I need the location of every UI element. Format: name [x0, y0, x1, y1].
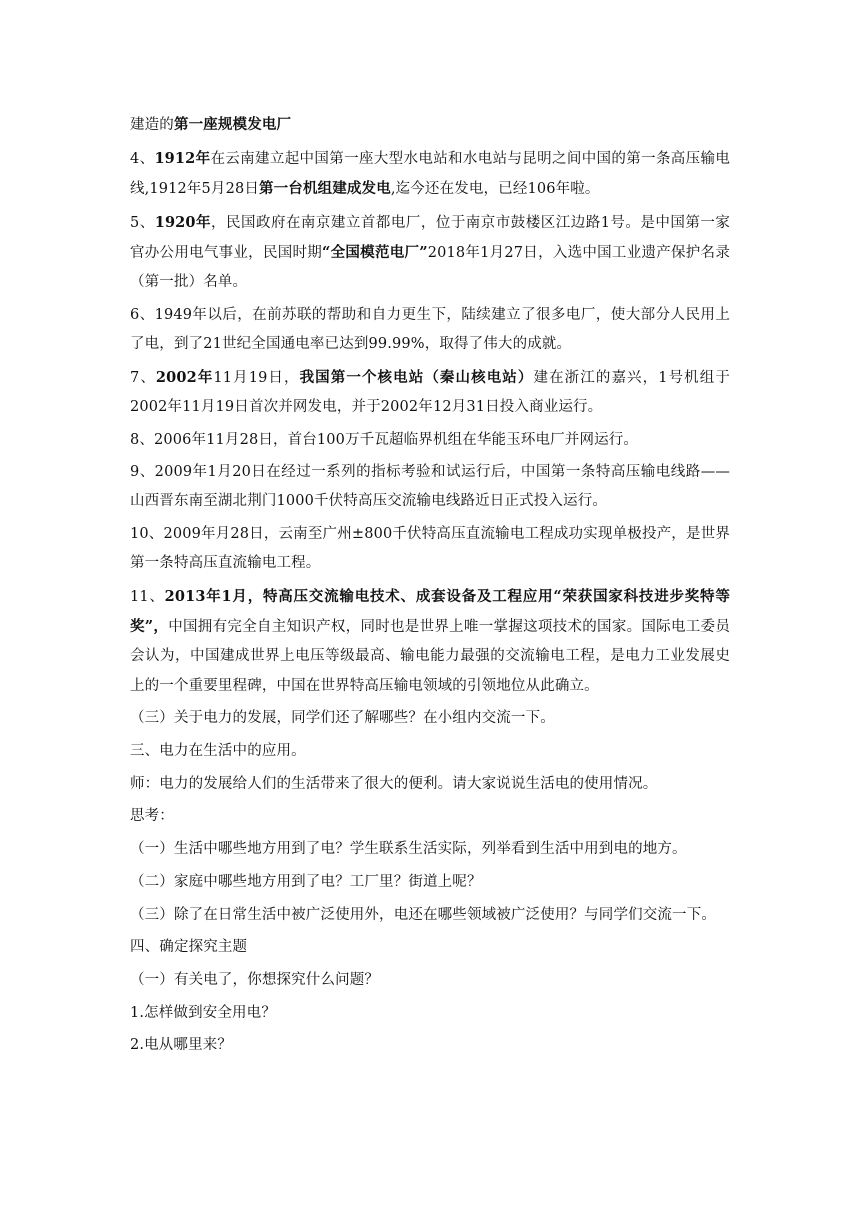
paragraph: [130, 582, 730, 701]
paragraph: [130, 933, 730, 962]
text-run: （三）关于电力的发展，同学们还了解哪些？在小组内交流一下。: [130, 710, 555, 727]
text-run: 5、: [130, 214, 155, 231]
paragraph: [130, 901, 730, 930]
text-run: （二）家庭中哪些地方用到了电？工厂里？街道上呢？: [130, 873, 482, 890]
bold-text: 第一座规模发电厂: [173, 116, 292, 133]
paragraph: [130, 704, 730, 733]
text-run: （三）除了在日常生活中被广泛使用外，电还在哪些领域被广泛使用？与同学们交流一下。: [130, 906, 716, 923]
bold-text: 第一台机组建成发电: [259, 179, 391, 197]
text-run: 思考：: [130, 808, 174, 825]
text-run: 四、确定探究主题: [130, 939, 248, 956]
text-run: 6、1949年以后，在前苏联的帮助和自力更生下，陆续建立了很多电厂，使大部分人民用上了电，到了21世纪全国通电率已达到99.99%，取得了伟大的成就。: [130, 306, 730, 352]
text-run: 7、: [130, 369, 156, 386]
bold-text: 1912年: [154, 149, 211, 167]
paragraph: [130, 144, 730, 204]
paragraph: [130, 301, 730, 359]
document-body: [130, 110, 730, 1061]
bold-text: “全国模范电厂”: [322, 243, 428, 261]
text-run: 2.电从哪里来？: [130, 1037, 233, 1054]
text-run: 9、2009年1月20日在经过一系列的指标考验和试运行后，中国第一条特高压输电线路——山西晋东南至湖北荆门1000千伏特高压交流输电线路近日正式投入运行。: [130, 464, 730, 510]
text-run: （一）有关电了，你想探究什么问题？: [130, 971, 380, 988]
text-run: 10、2009年月28日，云南至广州±800千伏特高压直流输电工程成功实现单极投产，是世界第一条特高压直流输电工程。: [130, 526, 730, 572]
paragraph: [130, 110, 730, 140]
paragraph: [130, 363, 730, 422]
bold-text: 2002年: [155, 368, 214, 386]
text-run: 11、: [130, 589, 165, 606]
text-run: 建造的: [130, 117, 174, 133]
paragraph: [130, 966, 730, 995]
text-run: 在云南建立起中国第一座大型水电站和水电站与昆明之间中国的第一条高压输电线,1912年5月28日: [130, 150, 731, 197]
paragraph: [130, 737, 730, 766]
bold-text: 我国第一个核电站（秦山核电站）: [299, 368, 534, 386]
paragraph: [130, 458, 730, 516]
text-run: 2018年1月27日，入选中国工业遗产保护名录（第一批）名单。: [130, 244, 730, 291]
text-run: ，民国政府在南京建立首都电厂，位于南京市鼓楼区江边路1号。是中国第一家官办公用电气事业，民国时期: [130, 214, 730, 261]
text-run: 师：电力的发展给人们的生活带来了很大的便利。请大家说说生活电的使用情况。: [130, 775, 658, 792]
paragraph: [130, 835, 730, 864]
bold-text: 1920年: [154, 213, 211, 231]
text-run: 8、2006年11月28日，首台100万千瓦超临界机组在华能玉环电厂并网运行。: [130, 431, 639, 448]
text-run: 1.怎样做到安全用电？: [130, 1004, 276, 1021]
text-run: 4、: [130, 150, 155, 167]
bold-text: 2013年1月，特高压交流输电技术、成套设备及工程应用“荣获国家科技进步奖特等奖”，: [130, 588, 730, 636]
text-run: 建在浙江的嘉兴，1号机组于2002年11月19日首次并网发电，并于2002年12月31日投入商业运行。: [130, 369, 730, 415]
text-run: 11月19日，: [213, 369, 300, 386]
text-run: 三、电力在生活中的应用。: [130, 743, 306, 760]
paragraph: [130, 208, 730, 298]
paragraph: [130, 999, 730, 1028]
paragraph: [130, 770, 730, 799]
paragraph: [130, 868, 730, 897]
paragraph: [130, 1031, 730, 1060]
text-run: （一）生活中哪些地方用到了电？学生联系生活实际，列举看到生活中用到电的地方。: [130, 841, 687, 858]
paragraph: [130, 426, 730, 455]
paragraph: [130, 520, 730, 578]
text-run: ,迄今还在发电，已经106年啦。: [390, 180, 600, 197]
text-run: 中国拥有完全自主知识产权，同时也是世界上唯一掌握这项技术的国家。国际电工委员会认为，中国建成世界上电压等级最高、输电能力最强的交流输电工程，是电力工业发展史上的一个重要里程碑，中国在世界特高压输电领域的引领地位从此确立。: [130, 619, 730, 694]
paragraph: [130, 802, 730, 831]
